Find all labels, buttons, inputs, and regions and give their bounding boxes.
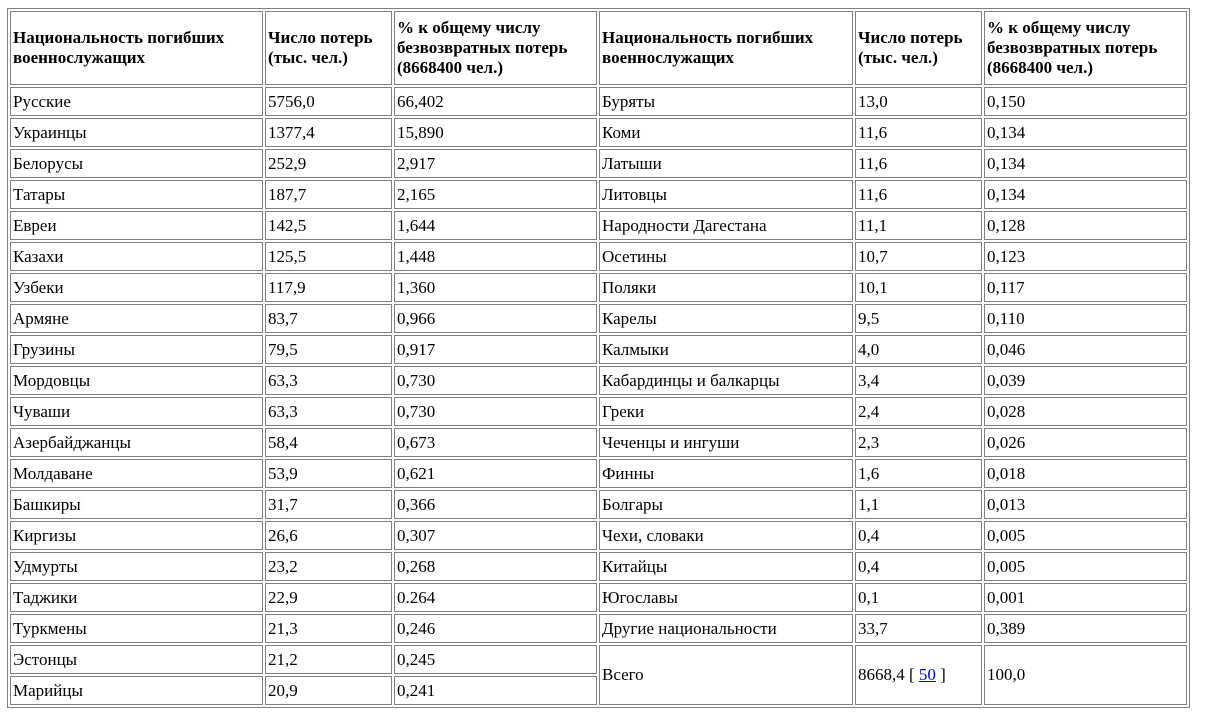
nationality-cell: Китайцы xyxy=(599,552,853,581)
losses-cell: 187,7 xyxy=(265,180,392,209)
losses-cell: 2,3 xyxy=(855,428,982,457)
losses-cell: 2,4 xyxy=(855,397,982,426)
percent-cell: 0,389 xyxy=(984,614,1187,643)
total-losses-value: 8668,4 xyxy=(858,665,905,684)
percent-cell: 0,028 xyxy=(984,397,1187,426)
percent-cell: 0,150 xyxy=(984,87,1187,116)
losses-cell: 83,7 xyxy=(265,304,392,333)
nationality-cell: Кабардинцы и балкарцы xyxy=(599,366,853,395)
nationality-cell: Греки xyxy=(599,397,853,426)
nationality-cell: Калмыки xyxy=(599,335,853,364)
table-row xyxy=(10,521,1187,550)
header-losses-right: Число потерь (тыс. чел.) xyxy=(855,11,982,85)
losses-cell: 11,1 xyxy=(855,211,982,240)
total-losses-cell xyxy=(855,645,982,705)
nationality-cell: Эстонцы xyxy=(10,645,263,674)
losses-cell: 31,7 xyxy=(265,490,392,519)
losses-cell: 4,0 xyxy=(855,335,982,364)
percent-cell: 2,165 xyxy=(394,180,597,209)
nationality-cell: Коми xyxy=(599,118,853,147)
nationality-cell: Евреи xyxy=(10,211,263,240)
reference-open-bracket: [ xyxy=(909,665,915,684)
percent-cell: 0,917 xyxy=(394,335,597,364)
losses-cell: 21,3 xyxy=(265,614,392,643)
percent-cell: 66,402 xyxy=(394,87,597,116)
nationality-cell: Марийцы xyxy=(10,676,263,705)
header-percent-left: % к общему числу безвозвратных потерь (8668400 чел.) xyxy=(394,11,597,85)
table-row xyxy=(10,335,1187,364)
nationality-cell: Молдаване xyxy=(10,459,263,488)
losses-cell: 252,9 xyxy=(265,149,392,178)
table-row xyxy=(10,118,1187,147)
nationality-cell: Болгары xyxy=(599,490,853,519)
percent-cell: 0,134 xyxy=(984,118,1187,147)
percent-cell: 0,730 xyxy=(394,366,597,395)
percent-cell: 0,110 xyxy=(984,304,1187,333)
nationality-cell: Мордовцы xyxy=(10,366,263,395)
losses-cell: 13,0 xyxy=(855,87,982,116)
nationality-cell: Узбеки xyxy=(10,273,263,302)
losses-cell: 63,3 xyxy=(265,366,392,395)
nationality-cell: Украинцы xyxy=(10,118,263,147)
percent-cell: 0,621 xyxy=(394,459,597,488)
nationality-cell: Татары xyxy=(10,180,263,209)
percent-cell: 0,026 xyxy=(984,428,1187,457)
losses-cell: 58,4 xyxy=(265,428,392,457)
percent-cell: 1,360 xyxy=(394,273,597,302)
percent-cell: 0,001 xyxy=(984,583,1187,612)
losses-cell: 22,9 xyxy=(265,583,392,612)
nationality-cell: Удмурты xyxy=(10,552,263,581)
losses-cell: 63,3 xyxy=(265,397,392,426)
table-row xyxy=(10,273,1187,302)
losses-cell: 11,6 xyxy=(855,149,982,178)
table-row xyxy=(10,428,1187,457)
losses-cell: 125,5 xyxy=(265,242,392,271)
percent-cell: 0,966 xyxy=(394,304,597,333)
percent-cell: 0,005 xyxy=(984,521,1187,550)
losses-cell: 11,6 xyxy=(855,118,982,147)
nationality-cell: Белорусы xyxy=(10,149,263,178)
percent-cell: 0,246 xyxy=(394,614,597,643)
losses-cell: 79,5 xyxy=(265,335,392,364)
header-losses-left: Число потерь (тыс. чел.) xyxy=(265,11,392,85)
nationality-cell: Башкиры xyxy=(10,490,263,519)
total-label-cell: Всего xyxy=(599,645,853,705)
nationality-cell: Азербайджанцы xyxy=(10,428,263,457)
nationality-cell: Финны xyxy=(599,459,853,488)
losses-cell: 10,1 xyxy=(855,273,982,302)
total-percent-cell: 100,0 xyxy=(984,645,1187,705)
percent-cell: 2,917 xyxy=(394,149,597,178)
header-percent-right: % к общему числу безвозвратных потерь (8668400 чел.) xyxy=(984,11,1187,85)
percent-cell: 0,730 xyxy=(394,397,597,426)
nationality-cell: Таджики xyxy=(10,583,263,612)
nationality-cell: Другие национальности xyxy=(599,614,853,643)
nationality-cell: Грузины xyxy=(10,335,263,364)
nationality-cell: Поляки xyxy=(599,273,853,302)
percent-cell: 0,134 xyxy=(984,149,1187,178)
percent-cell: 0,241 xyxy=(394,676,597,705)
table-row xyxy=(10,149,1187,178)
table-row xyxy=(10,397,1187,426)
losses-cell: 9,5 xyxy=(855,304,982,333)
header-nationality-right: Национальность погибших военнослужащих xyxy=(599,11,853,85)
percent-cell: 0,117 xyxy=(984,273,1187,302)
nationality-cell: Осетины xyxy=(599,242,853,271)
table-header-row xyxy=(10,11,1187,85)
losses-cell: 3,4 xyxy=(855,366,982,395)
losses-cell: 0,4 xyxy=(855,552,982,581)
losses-cell: 1,1 xyxy=(855,490,982,519)
reference-close-bracket: ] xyxy=(940,665,946,684)
table-row xyxy=(10,583,1187,612)
losses-cell: 142,5 xyxy=(265,211,392,240)
header-nationality-left: Национальность погибших военнослужащих xyxy=(10,11,263,85)
nationality-cell: Армяне xyxy=(10,304,263,333)
nationality-cell: Казахи xyxy=(10,242,263,271)
losses-cell: 23,2 xyxy=(265,552,392,581)
percent-cell: 0,134 xyxy=(984,180,1187,209)
losses-cell: 117,9 xyxy=(265,273,392,302)
table-row xyxy=(10,645,1187,674)
percent-cell: 0,039 xyxy=(984,366,1187,395)
nationality-cell: Карелы xyxy=(599,304,853,333)
table-row xyxy=(10,242,1187,271)
percent-cell: 0,013 xyxy=(984,490,1187,519)
reference-link[interactable]: 50 xyxy=(918,665,936,684)
nationality-cell: Чуваши xyxy=(10,397,263,426)
losses-cell: 20,9 xyxy=(265,676,392,705)
table-body xyxy=(10,87,1187,705)
percent-cell: 0,673 xyxy=(394,428,597,457)
losses-cell: 33,7 xyxy=(855,614,982,643)
losses-cell: 0,4 xyxy=(855,521,982,550)
table-row xyxy=(10,459,1187,488)
nationality-cell: Чеченцы и ингуши xyxy=(599,428,853,457)
percent-cell: 0,307 xyxy=(394,521,597,550)
percent-cell: 1,448 xyxy=(394,242,597,271)
percent-cell: 0,046 xyxy=(984,335,1187,364)
percent-cell: 0.264 xyxy=(394,583,597,612)
losses-cell: 0,1 xyxy=(855,583,982,612)
nationality-cell: Литовцы xyxy=(599,180,853,209)
losses-cell: 53,9 xyxy=(265,459,392,488)
losses-cell: 5756,0 xyxy=(265,87,392,116)
percent-cell: 0,123 xyxy=(984,242,1187,271)
table-row xyxy=(10,552,1187,581)
percent-cell: 0,128 xyxy=(984,211,1187,240)
losses-cell: 1,6 xyxy=(855,459,982,488)
table-row xyxy=(10,180,1187,209)
percent-cell: 0,018 xyxy=(984,459,1187,488)
percent-cell: 0,366 xyxy=(394,490,597,519)
nationality-cell: Русские xyxy=(10,87,263,116)
nationality-cell: Народности Дагестана xyxy=(599,211,853,240)
losses-cell: 1377,4 xyxy=(265,118,392,147)
table-row xyxy=(10,304,1187,333)
nationality-cell: Чехи, словаки xyxy=(599,521,853,550)
percent-cell: 0,005 xyxy=(984,552,1187,581)
nationality-cell: Туркмены xyxy=(10,614,263,643)
table-row xyxy=(10,490,1187,519)
percent-cell: 0,268 xyxy=(394,552,597,581)
losses-cell: 26,6 xyxy=(265,521,392,550)
nationality-cell: Югославы xyxy=(599,583,853,612)
percent-cell: 1,644 xyxy=(394,211,597,240)
nationality-cell: Латыши xyxy=(599,149,853,178)
table-row xyxy=(10,366,1187,395)
table-row xyxy=(10,614,1187,643)
losses-cell: 10,7 xyxy=(855,242,982,271)
losses-cell: 21,2 xyxy=(265,645,392,674)
percent-cell: 0,245 xyxy=(394,645,597,674)
losses-by-nationality-table xyxy=(7,8,1190,708)
percent-cell: 15,890 xyxy=(394,118,597,147)
table-row xyxy=(10,211,1187,240)
losses-cell: 11,6 xyxy=(855,180,982,209)
nationality-cell: Буряты xyxy=(599,87,853,116)
nationality-cell: Киргизы xyxy=(10,521,263,550)
table-row xyxy=(10,87,1187,116)
